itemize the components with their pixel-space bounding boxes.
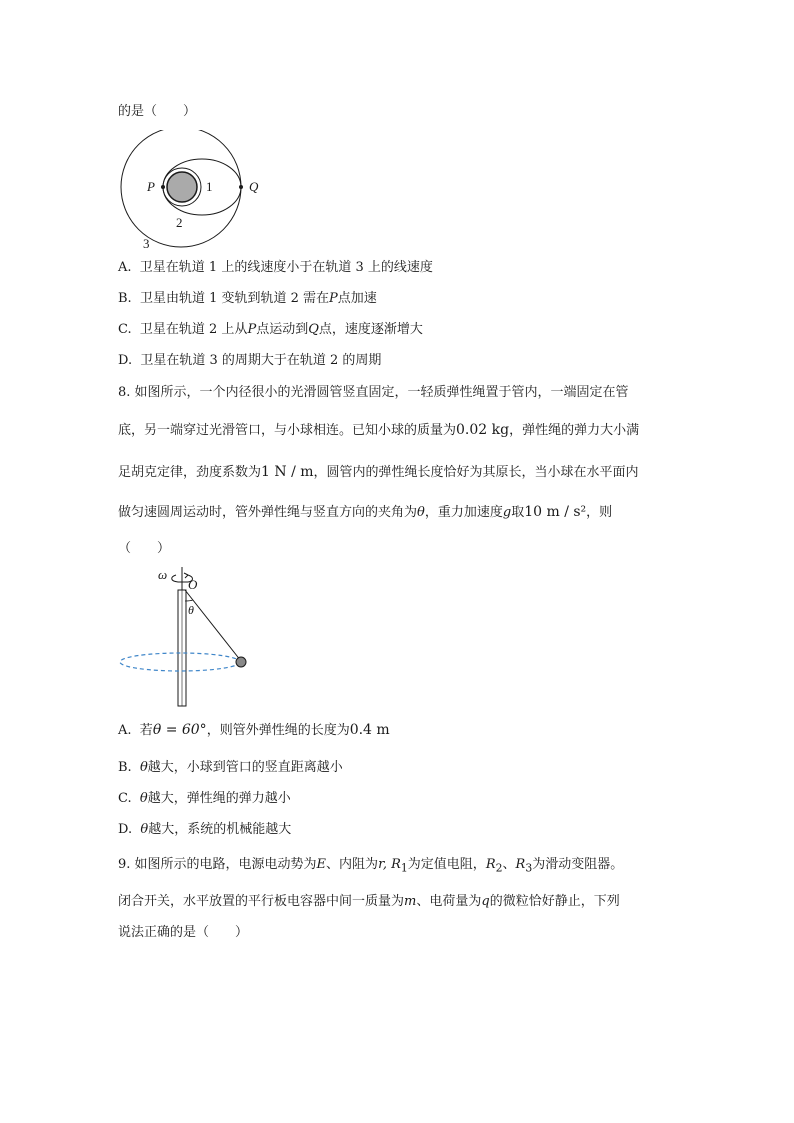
q7-option-a: A. 卫星在轨道 1 上的线速度小于在轨道 3 上的线速度 xyxy=(118,260,433,275)
ball xyxy=(236,657,246,667)
q9-line-3: 说法正确的是（ ） xyxy=(118,925,249,940)
label-1: 1 xyxy=(206,179,213,194)
q8-line-3: 足胡克定律，劲度系数为1 N / m，圆管内的弹性绳长度恰好为其原长，当小球在水平面内 xyxy=(118,464,639,480)
label-2: 2 xyxy=(176,215,183,230)
q7-option-d: D. 卫星在轨道 3 的周期大于在轨道 2 的周期 xyxy=(118,353,382,368)
q8-line-2: 底，另一端穿过光滑管口，与小球相连。已知小球的质量为0.02 kg，弹性绳的弹力大小满 xyxy=(118,422,640,438)
label-p: P xyxy=(147,179,155,194)
elastic-cord xyxy=(185,590,241,661)
tube-figure xyxy=(118,565,258,710)
point-p xyxy=(161,185,165,189)
theta-label: θ xyxy=(188,603,194,617)
q7-option-b: B. 卫星由轨道 1 变轨到轨道 2 需在P点加速 xyxy=(118,291,377,306)
q8-line-4: 做匀速圆周运动时，管外弹性绳与竖直方向的夹角为θ，重力加速度g取10 m / s²，则 xyxy=(118,504,613,520)
q8-option-d: D. θ越大，系统的机械能越大 xyxy=(118,822,292,837)
q9-line-2: 闭合开关，水平放置的平行板电容器中间一质量为m、电荷量为q的微粒恰好静止，下列 xyxy=(118,894,620,909)
q7-option-c: C. 卫星在轨道 2 上从P点运动到Q点，速度逐渐增大 xyxy=(118,322,423,337)
o-label: O xyxy=(188,577,198,592)
q8-option-b: B. θ越大，小球到管口的竖直距离越小 xyxy=(118,760,343,775)
q7-stem-tail: 的是（ ） xyxy=(118,104,197,119)
q8-option-c: C. θ越大，弹性绳的弹力越小 xyxy=(118,791,291,806)
q8-line-1: 8. 如图所示，一个内径很小的光滑圆管竖直固定，一轻质弹性绳置于管内，一端固定在管 xyxy=(118,385,629,400)
q8-option-a: A. 若θ = 60°，则管外弹性绳的长度为0.4 m xyxy=(118,722,390,738)
orbit-figure xyxy=(118,130,278,255)
label-q: Q xyxy=(249,179,259,194)
q8-line-5: （ ） xyxy=(118,541,171,556)
omega-label: ω xyxy=(158,567,168,582)
planet xyxy=(167,172,197,202)
q9-line-1: 9. 如图所示的电路，电源电动势为E、内阻为r, $R_1$为定值电阻，$R_2$、$R_3$为滑动变阻器。 xyxy=(118,857,624,875)
label-3: 3 xyxy=(143,236,150,251)
point-q xyxy=(239,185,243,189)
